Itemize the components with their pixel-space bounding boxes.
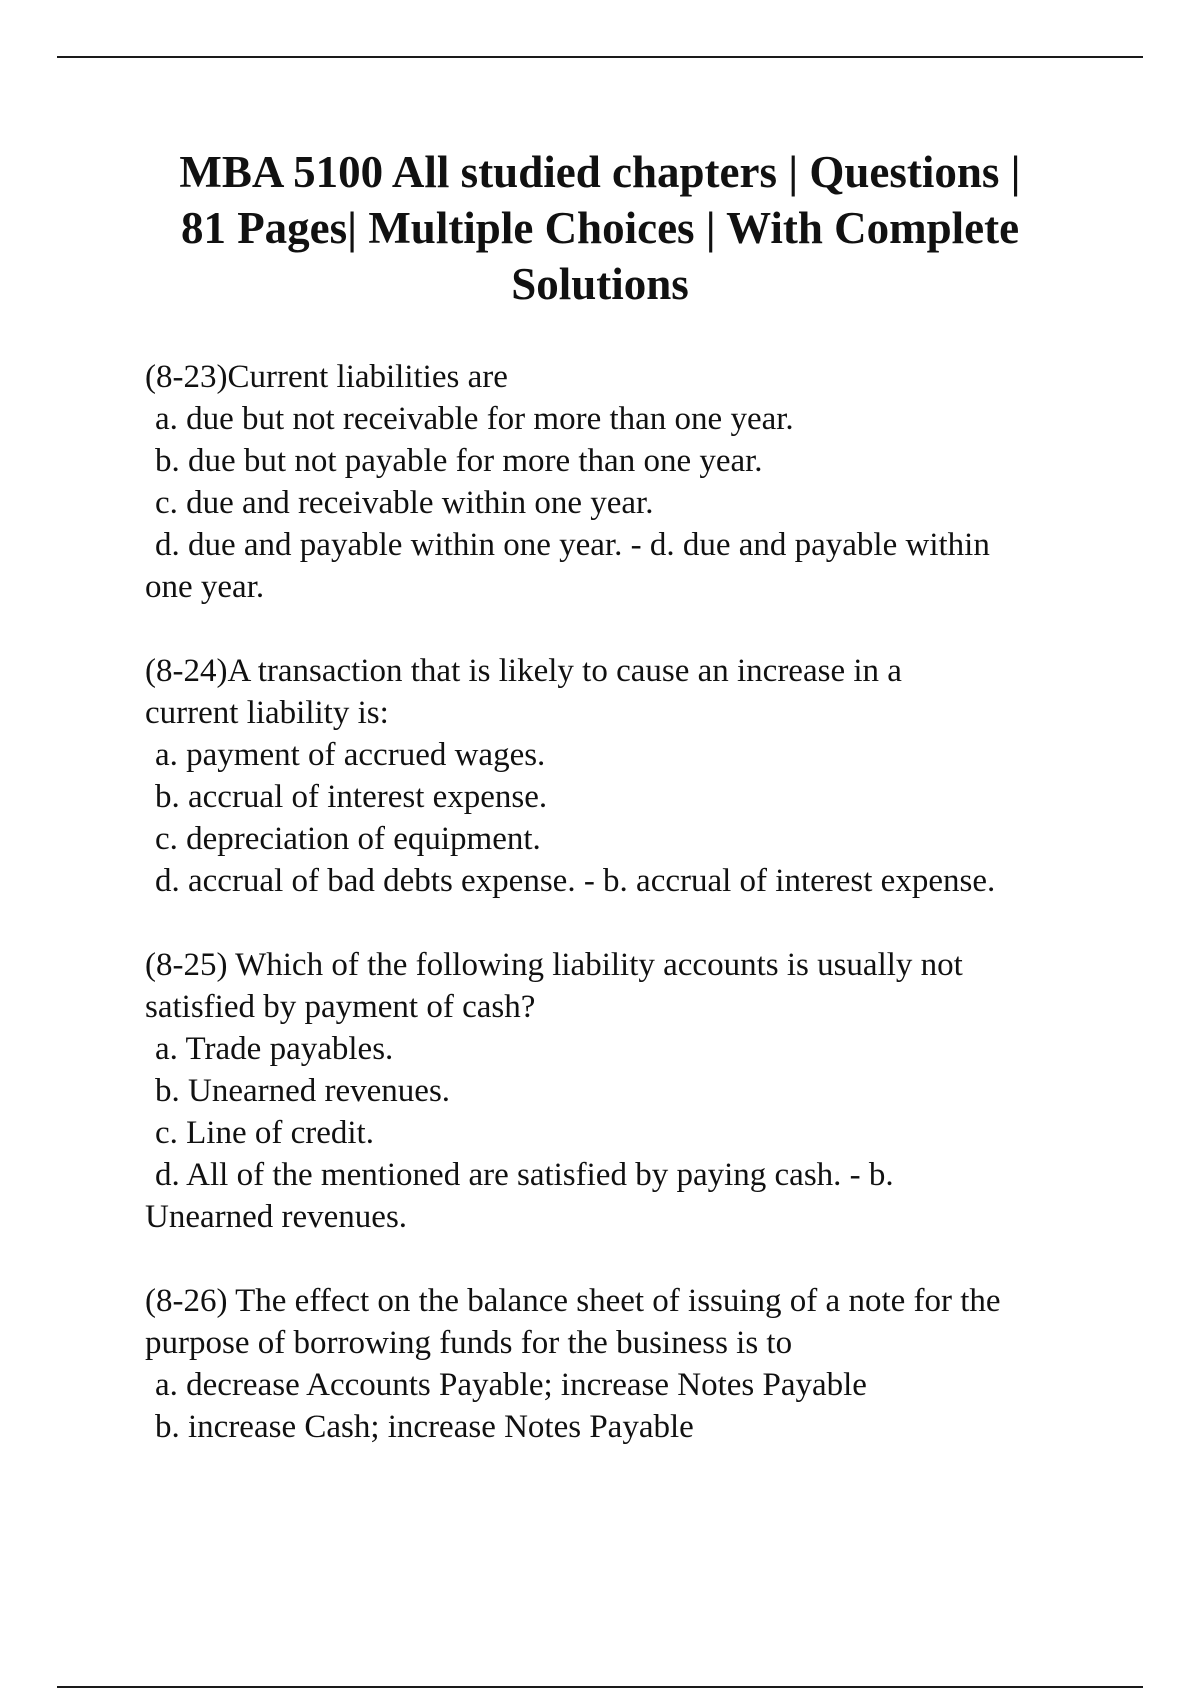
questions-body — [145, 356, 1095, 1490]
question-text: purpose of borrowing funds for the business is to — [145, 1325, 793, 1361]
option-c: c. due and receivable within one year. — [155, 485, 654, 521]
question-text: (8-25) Which of the following liability accounts is usually not — [145, 947, 963, 983]
option-b: b. accrual of interest expense. — [155, 779, 548, 815]
top-divider — [57, 56, 1143, 58]
option-d: d. due and payable within one year. - d. due and payable within — [155, 527, 990, 563]
answer-continuation: one year. — [145, 569, 265, 605]
title-line: 81 Pages| Multiple Choices | With Complete — [180, 203, 1020, 253]
option-d: d. All of the mentioned are satisfied by paying cash. - b. — [155, 1157, 894, 1193]
question-text: (8-24)A transaction that is likely to cause an increase in a — [145, 653, 902, 689]
option-a: a. due but not receivable for more than one year. — [155, 401, 794, 437]
option-b: b. increase Cash; increase Notes Payable — [155, 1409, 694, 1445]
question-text: (8-26) The effect on the balance sheet of issuing of a note for the — [145, 1283, 1001, 1319]
answer-continuation: Unearned revenues. — [145, 1199, 408, 1235]
option-a: a. Trade payables. — [155, 1031, 394, 1067]
title-line: MBA 5100 All studied chapters | Questions | — [179, 147, 1021, 197]
bottom-divider — [57, 1686, 1143, 1688]
question-8-25 — [145, 944, 1095, 1238]
option-c: c. depreciation of equipment. — [155, 821, 541, 857]
option-a: a. decrease Accounts Payable; increase Notes Payable — [155, 1367, 867, 1403]
question-8-26 — [145, 1280, 1095, 1448]
question-text: (8-23)Current liabilities are — [145, 359, 508, 395]
question-8-24 — [145, 650, 1095, 902]
option-d: d. accrual of bad debts expense. - b. accrual of interest expense. — [155, 863, 996, 899]
question-text: satisfied by payment of cash? — [145, 989, 536, 1025]
option-b: b. Unearned revenues. — [155, 1073, 451, 1109]
title-line: Solutions — [511, 259, 689, 309]
option-a: a. payment of accrued wages. — [155, 737, 546, 773]
document-title — [100, 144, 1100, 312]
question-8-23 — [145, 356, 1095, 608]
option-b: b. due but not payable for more than one year. — [155, 443, 763, 479]
question-text: current liability is: — [145, 695, 389, 731]
option-c: c. Line of credit. — [155, 1115, 374, 1151]
